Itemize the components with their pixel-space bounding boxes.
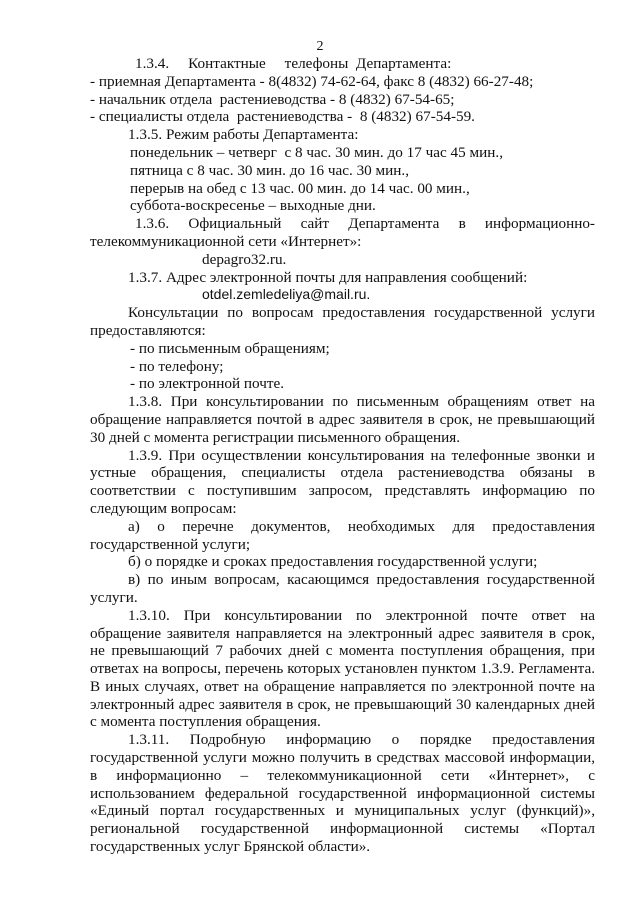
schedule-friday: пятница с 8 час. 30 мин. до 16 час. 30 мин., [130,161,410,179]
section-1-3-9-item-a: а) о перечне документов, необходимых для предоставления государственной услуги; [90,517,595,553]
schedule-mon-thu: понедельник – четверг с 8 час. 30 мин. до 17 час 45 мин., [130,143,503,161]
contact-phone-specialists: - специалисты отдела растениеводства - 8 (4832) 67-54-59. [90,108,475,126]
consultation-written: - по письменным обращениям; [130,339,330,357]
section-1-3-11: 1.3.11. Подробную информацию о порядке предоставления государственной услуги можно получить в средствах массовой информации, в информационно – телекоммуникационной сети «Интернет», с использованием федеральной государственной информационной системы «Единый портал государственных и муниципальных услуг (функций)», региональной государственной информационной системы «Портал государственных услуг Брянской области». [90,731,595,856]
section-1-3-9: 1.3.9. При осуществлении консультирования на телефонные звонки и устные обращения, специалисты отдела растениеводства обязаны в соответствии с поступившим запросом, представлять информацию по следующим вопросам: [90,446,595,517]
contact-phone-reception: - приемная Департамента - 8(4832) 74-62-64, факс 8 (4832) 66-27-48; [90,72,534,90]
schedule-weekend: суббота-воскресенье – выходные дни. [130,197,376,215]
contact-phone-head: - начальник отдела растениеводства - 8 (4832) 67-54-65; [90,90,455,108]
consultation-email: - по электронной почте. [130,375,285,393]
email-address: otdel.zemledeliya@mail.ru. [202,286,371,303]
document-body [90,55,595,856]
schedule-lunch: перерыв на обед с 13 час. 00 мин. до 14 час. 00 мин., [130,179,470,197]
section-1-3-7: 1.3.7. Адрес электронной почты для направления сообщений: [128,268,528,286]
website-url: depagro32.ru. [202,250,287,268]
consultation-phone: - по телефону; [130,357,224,375]
section-1-3-6: 1.3.6. Официальный сайт Департамента в информационно-телекоммуникационной сети «Интернет»: [90,215,595,250]
section-1-3-5-heading: 1.3.5. Режим работы Департамента: [128,126,359,144]
section-1-3-9-item-b: б) о порядке и сроках предоставления государственной услуги; [128,553,538,571]
section-1-3-8: 1.3.8. При консультировании по письменным обращениям ответ на обращение направляется почтой в адрес заявителя в срок, не превышающий 30 дней с момента регистрации письменного обращения. [90,393,595,446]
section-1-3-9-item-c: в) по иным вопросам, касающимся предоставления государственной услуги. [90,571,595,606]
section-1-3-4-heading: 1.3.4. Контактные телефоны Департамента: [135,55,452,72]
section-1-3-10: 1.3.10. При консультировании по электронной почте ответ на обращение заявителя направляется на электронный адрес заявителя в срок, не превышающий 7 рабочих дней с момента поступления обращения, при ответах на вопросы, перечень которых установлен пунктом 1.3.9. Регламента. В иных случаях, ответ на обращение направляется по электронной почте на электронный адрес заявителя в срок, не превышающий 30 календарных дней с момента поступления обращения. [90,606,595,731]
page-number: 2 [316,39,324,54]
consultation-intro: Консультации по вопросам предоставления государственной услуги предоставляются: [90,304,595,339]
